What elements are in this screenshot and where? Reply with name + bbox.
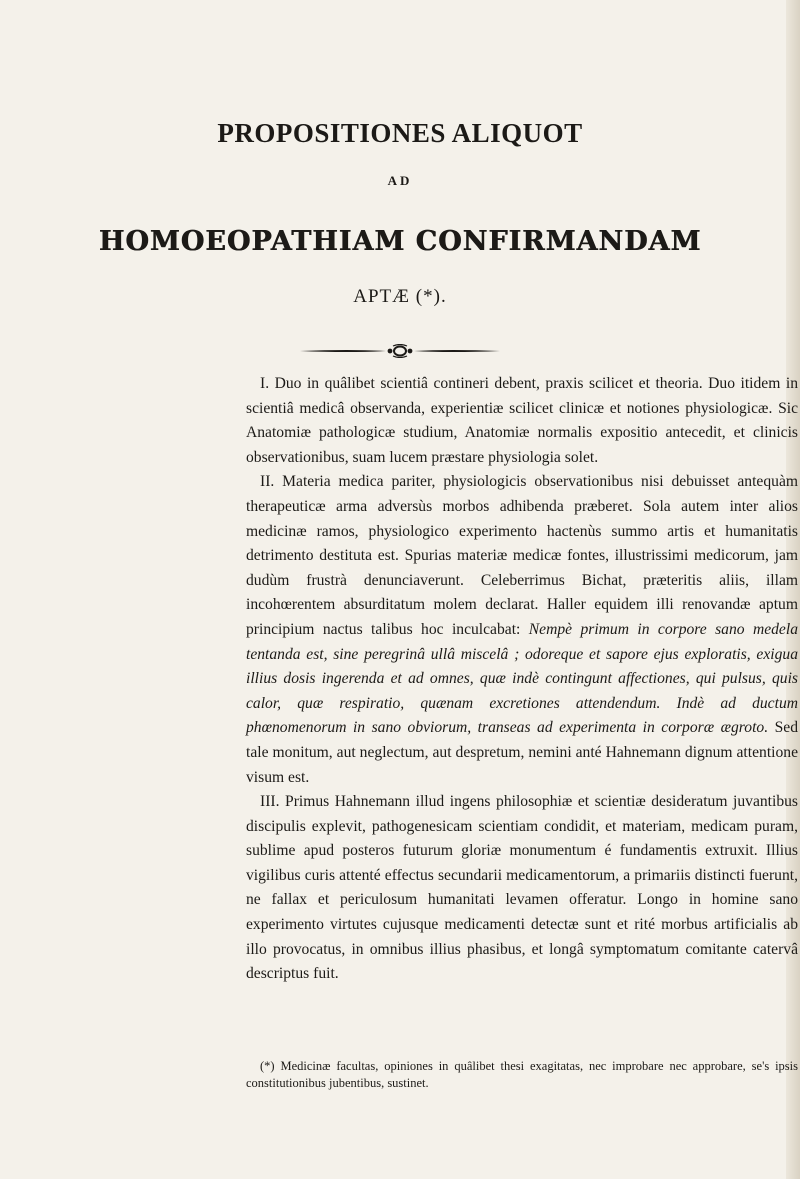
proposition-1: I. Duo in quâlibet scientiâ contineri debent, praxis scilicet et theoria. Duo itidem in scientiâ medicâ observanda, experientiæ scilicet clinicæ et notiones physiologicæ. Sic Anatomiæ pathologicæ studium, Anatomiæ normalis expositio antecedit, et clinicis observationibus, suam lucem præstare physiologia solet. — [246, 375, 798, 466]
haller-quote: Nempè primum in corpore sano medela tentanda est, sine peregrinâ ullâ miscelâ ; odoreque et sapore ejus exploratis, exigua illius dosis ingerenda et ad omnes, quæ indè contingunt affectiones, qui pulsus, quis calor, quæ respiratio, quænam excretiones attendendum. Indè ad ductum phœnomenorum in sano obviorum, transeas ad experimenta in corporæ ægroto. — [246, 620, 798, 737]
footnote: (*) Medicinæ facultas, opiniones in quâlibet thesi exagitatas, nec improbare nec approbare, se's ipsis constitutionibus jubentibus, sustinet. — [246, 1059, 798, 1090]
propositions-body — [246, 372, 798, 987]
proposition-2: II. Materia medica pariter, physiologicis observationibus nisi debuisset antequàm therapeuticæ arma adversùs morbos adhibenda præberet. Sola autem inter alios medicinæ ramos, physiologico experimento hactenùs summo artis et humanitatis detrimento destituta est. Spurias materiæ medicæ fontes, illustrissimi medicorum, jam dudùm frustrà denunciaverunt. Celeberrimus Bichat, præteritis aliis, illam incohœrentem absurditatum molem declarat. Haller equidem illi renovandæ aptum principium nactus talibus hoc inculcabat: Nempè primum in corpore sano medela tentanda est, sine peregrinâ ullâ miscelâ ; odoreque et sapore ejus exploratis, exigua illius dosis ingerenda et ad omnes, quæ indè contingunt affectiones, qui pulsus, quis calor, quæ respiratio, quænam excretiones attendendum. Indè ad ductum phœnomenorum in sano obviorum, transeas ad experimenta in corporæ ægroto. Sed tale monitum, aut neglectum, aut despretum, nemini anté Hahnemann dignum attentione visum est. — [246, 473, 798, 786]
subtitle-ad: AD — [387, 173, 413, 188]
subtitle-aptae: APTÆ (*). — [353, 286, 447, 307]
decorative-title: HOMOEOPATHIAM CONFIRMANDAM — [98, 226, 702, 257]
proposition-3: III. Primus Hahnemann illud ingens philosophiæ et scientiæ desideratum juvantibus discipulis explevit, pathogenesicam scientiam condidit, et materiam, medicam puram, sublime apud posteros futurum gloriæ monumentum é fundamentis extruxit. Illius vigilibus curis attenté effectus secundarii medicamentorum, a primariis distincti fuerunt, ne fallax et periculosum humanitati levamen offeratur. Longo in homine sano experimento virtutes cujusque medicamenti detectæ sunt et rité morbus artificialis ab illo provocatus, in omnibus illius phasibus, et longâ symptomatum comitante catervâ descriptus fuit. — [246, 793, 798, 983]
ornamental-rule-icon — [300, 344, 500, 358]
page-title: PROPOSITIONES ALIQUOT — [217, 118, 583, 148]
